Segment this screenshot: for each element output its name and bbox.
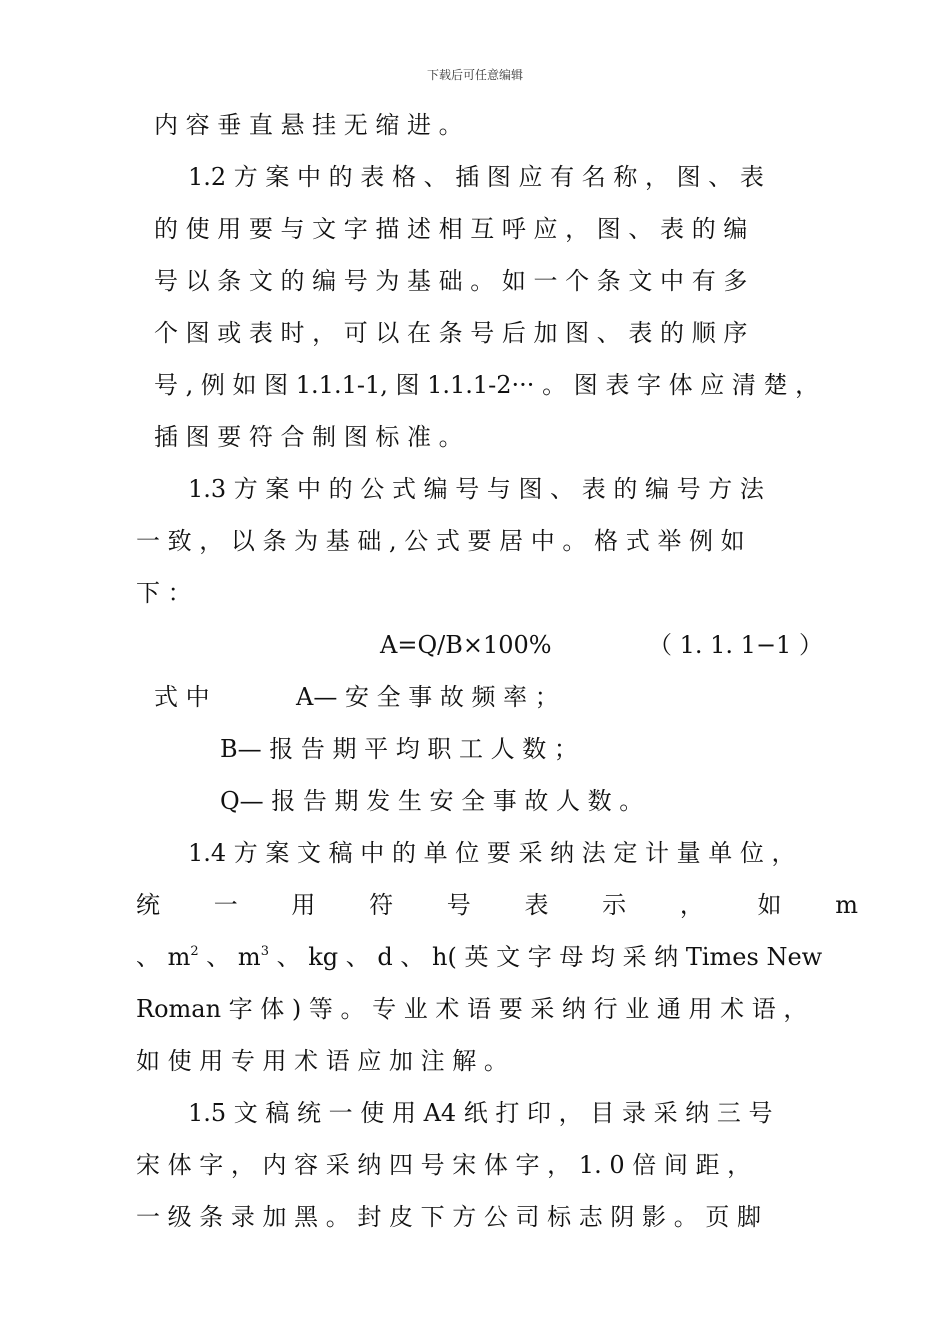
text-line: 内 容 垂 直 悬 挂 无 缩 进 。	[154, 111, 463, 139]
text-line: 一 级 条 录 加 黑 。 封 皮 下 方 公 司 标 志 阴 影 。 页 脚	[136, 1203, 761, 1231]
text-line: 下 ：	[136, 579, 192, 607]
units-line: 、 $m^2$ 、 $m^3$ 、 kg 、 d 、 h( 英 文 字 母 均 采 纳 Times New	[136, 943, 823, 971]
formula-number: （ 1. 1. 1−1 ）	[648, 631, 823, 659]
formula-variable-q: Q— 报 告 期 发 生 安 全 事 故 人 数 。	[220, 787, 644, 815]
formula-variable-a: A— 安 全 事 故 频 率 ；	[296, 683, 559, 711]
text-line: 个 图 或 表 时 ， 可 以 在 条 号 后 加 图 、 表 的 顺 序	[154, 319, 748, 347]
text-line: 的 使 用 要 与 文 字 描 述 相 互 呼 应 ， 图 、 表 的 编	[154, 215, 748, 243]
page-header: 下载后可任意编辑	[426, 68, 523, 82]
text-line: 1.5 文 稿 统 一 使 用 A4 纸 打 印 ， 目 录 采 纳 三 号	[188, 1099, 773, 1127]
text-line: 号 以 条 文 的 编 号 为 基 础 。 如 一 个 条 文 中 有 多	[154, 267, 748, 295]
formula-where-label: 式 中	[154, 683, 210, 711]
text-line: 号 , 例 如 图 1.1.1-1, 图 1.1.1-2··· 。 图 表 字 体 应 清 楚 ，	[154, 371, 820, 399]
text-line: 一 致 ， 以 条 为 基 础 , 公 式 要 居 中 。 格 式 举 例 如	[136, 527, 745, 555]
formula-variable-b: B— 报 告 期 平 均 职 工 人 数 ；	[220, 735, 578, 763]
text-line: 如 使 用 专 用 术 语 应 加 注 解 。	[136, 1047, 508, 1075]
text-line: 1.4 方 案 文 稿 中 的 单 位 要 采 纳 法 定 计 量 单 位 ，	[188, 839, 796, 867]
text-line: 1.2 方 案 中 的 表 格 、 插 图 应 有 名 称 ， 图 、 表	[188, 163, 764, 191]
text-line: 插 图 要 符 合 制 图 标 准 。	[154, 423, 463, 451]
text-line: 宋 体 字 ， 内 容 采 纳 四 号 宋 体 字 ， 1. 0 倍 间 距 ，	[136, 1151, 752, 1179]
text-line: 1.3 方 案 中 的 公 式 编 号 与 图 、 表 的 编 号 方 法	[188, 475, 764, 503]
text-line: Roman 字 体 ) 等 。 专 业 术 语 要 采 纳 行 业 通 用 术 语 ，	[136, 995, 808, 1023]
justified-line: 统 一 用 符 号 表 示 ， 如 m	[136, 891, 858, 919]
formula: A=Q/B×100%	[380, 631, 552, 659]
